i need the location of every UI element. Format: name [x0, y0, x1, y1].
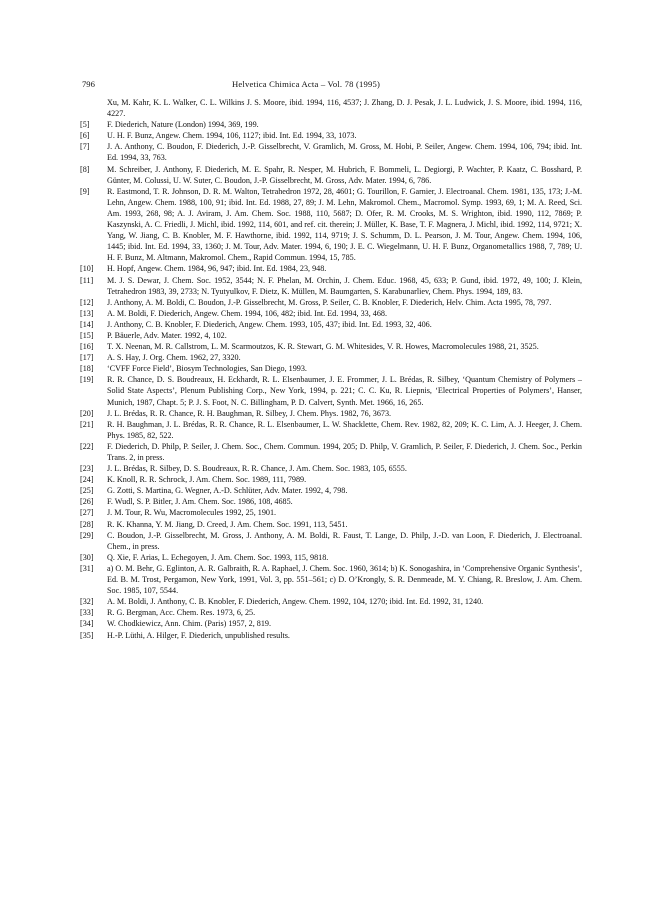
reference-item	[82, 630, 582, 641]
reference-item	[82, 374, 582, 407]
reference-number: [27]	[80, 508, 94, 518]
reference-item	[82, 263, 582, 274]
reference-item	[82, 607, 582, 618]
reference-number: [34]	[80, 619, 94, 629]
reference-item	[82, 530, 582, 552]
reference-number: [6]	[80, 131, 90, 141]
reference-number: [30]	[80, 552, 94, 562]
reference-text: M. Schreiber, J. Anthony, F. Diederich, M. E. Spahr, R. Nesper, M. Hubrich, F. Bommeli, L. Degiorgi, P. Wachter, P. Kaatz, C. Bosshard, P. Günter, M. Colussi, U. W. Suter, C. Boudon, J.-P. Gisselbrecht, M. Gross, Adv. Mater. 1994, 6, 786.	[107, 164, 582, 185]
reference-list	[82, 97, 582, 641]
reference-text: J. M. Tour, R. Wu, Macromolecules 1992, 25, 1901.	[107, 508, 277, 518]
reference-item	[82, 275, 582, 297]
reference-number: [18]	[80, 364, 94, 374]
reference-text: F. Wudl, S. P. Bitler, J. Am. Chem. Soc. 1986, 108, 4685.	[107, 497, 293, 507]
reference-number: [9]	[80, 186, 90, 196]
page-number: 796	[82, 79, 95, 89]
reference-item	[82, 130, 582, 141]
reference-item	[82, 141, 582, 163]
reference-text: J. A. Anthony, C. Boudon, F. Diederich, J.-P. Gisselbrecht, V. Gramlich, M. Gross, M. Hobi, P. Seiler, Angew. Chem. 1994, 106, 794; ibid. Int. Ed. 1994, 33, 763.	[107, 142, 582, 163]
page-header	[82, 79, 582, 91]
reference-text: A. M. Boldi, F. Diederich, Angew. Chem. 1994, 106, 482; ibid. Int. Ed. 1994, 33, 468.	[107, 308, 388, 318]
reference-text: H. Hopf, Angew. Chem. 1984, 96, 947; ibid. Int. Ed. 1984, 23, 948.	[107, 264, 327, 274]
reference-item	[82, 352, 582, 363]
reference-text: M. J. S. Dewar, J. Chem. Soc. 1952, 3544; N. F. Phelan, M. Orchin, J. Chem. Educ. 1968, 45, 633; P. Gund, ibid. 1972, 49, 100; J. Klein, Tetrahedron 1983, 39, 2733; N. Tyutyulkov, F. Dietz, K. Müllen, M. Baumgarten, S. Karabunarliev, Chem. Phys. 1994, 189, 83.	[107, 275, 582, 296]
reference-number: [33]	[80, 608, 94, 618]
reference-number: [25]	[80, 486, 94, 496]
reference-number: [29]	[80, 530, 94, 540]
reference-text: G. Zotti, S. Martina, G. Wegner, A.-D. Schlüter, Adv. Mater. 1992, 4, 798.	[107, 486, 348, 496]
reference-item	[82, 441, 582, 463]
reference-text: F. Diederich, D. Philp, P. Seiler, J. Chem. Soc., Chem. Commun. 1994, 205; D. Philp, V. Gramlich, P. Seiler, F. Diederich, J. Chem. Soc., Perkin Trans. 2, in press.	[107, 441, 582, 462]
reference-number: [12]	[80, 297, 94, 307]
reference-number: [7]	[80, 142, 90, 152]
reference-item	[82, 618, 582, 629]
reference-item	[82, 408, 582, 419]
reference-number: [5]	[80, 120, 90, 130]
reference-text: R. G. Bergman, Acc. Chem. Res. 1973, 6, 25.	[107, 608, 256, 618]
reference-number: [13]	[80, 308, 94, 318]
reference-number: [35]	[80, 630, 94, 640]
reference-number: [26]	[80, 497, 94, 507]
reference-item	[82, 519, 582, 530]
reference-item	[82, 97, 582, 119]
reference-number: [21]	[80, 419, 94, 429]
reference-text: R. H. Baughman, J. L. Brédas, R. R. Chance, R. L. Elsenbaumer, L. W. Shacklette, Chem. Rev. 1982, 82, 209; K. C. Lim, A. J. Heeger, J. Chem. Phys. 1985, 82, 522.	[107, 419, 582, 440]
reference-text: R. K. Khanna, Y. M. Jiang, D. Creed, J. Am. Chem. Soc. 1991, 113, 5451.	[107, 519, 348, 529]
reference-item	[82, 186, 582, 264]
reference-number: [20]	[80, 408, 94, 418]
reference-text: R. R. Chance, D. S. Boudreaux, H. Eckhardt, R. L. Elsenbaumer, J. E. Frommer, J. L. Brédas, R. Silbey, ‘Quantum Chemistry of Polymers – Solid State Aspects’, Plenum Publishing Corp., New York, 1994, p. 221; C. C. Ku, R. Liepnis, ‘Electrical Properties of Polymers’, Hanser, Munich, 1987, Chapt. 5; P. J. S. Foot, N. C. Billingham, P. D. Calvert, Synth. Met. 1966, 16, 265.	[107, 375, 582, 407]
reference-text: Xu, M. Kahr, K. L. Walker, C. L. Wilkins J. S. Moore, ibid. 1994, 116, 4537; J. Zhang, D. J. Pesak, J. L. Ludwick, J. S. Moore, ibid. 1994, 116, 4227.	[107, 98, 582, 119]
reference-text: W. Chodkiewicz, Ann. Chim. (Paris) 1957, 2, 819.	[107, 619, 271, 629]
reference-item	[82, 474, 582, 485]
reference-text: K. Knoll, R. R. Schrock, J. Am. Chem. Soc. 1989, 111, 7989.	[107, 475, 307, 485]
reference-text: A. M. Boldi, J. Anthony, C. B. Knobler, F. Diederich, Angew. Chem. 1992, 104, 1270; ibid. Int. Ed. 1992, 31, 1240.	[107, 597, 484, 607]
reference-item	[82, 363, 582, 374]
reference-text: T. X. Neenan, M. R. Callstrom, L. M. Scarmoutzos, K. R. Stewart, G. M. Whitesides, V. R. Howes, Macromolecules 1988, 21, 3525.	[107, 342, 539, 352]
reference-item	[82, 119, 582, 130]
reference-item	[82, 164, 582, 186]
reference-number: [28]	[80, 519, 94, 529]
running-title: Helvetica Chimica Acta – Vol. 78 (1995)	[232, 79, 381, 89]
reference-number: [8]	[80, 164, 90, 174]
reference-number: [11]	[80, 275, 94, 285]
reference-number: [15]	[80, 330, 94, 340]
reference-item	[82, 563, 582, 596]
reference-item	[82, 596, 582, 607]
reference-number: [24]	[80, 475, 94, 485]
reference-number: [14]	[80, 319, 94, 329]
reference-number: [32]	[80, 597, 94, 607]
reference-number: [23]	[80, 464, 94, 474]
reference-number: [10]	[80, 264, 94, 274]
reference-item	[82, 341, 582, 352]
reference-text: Q. Xie, F. Arias, L. Echegoyen, J. Am. Chem. Soc. 1993, 115, 9818.	[107, 552, 329, 562]
reference-number: [16]	[80, 342, 94, 352]
reference-text: A. S. Hay, J. Org. Chem. 1962, 27, 3320.	[107, 353, 241, 363]
reference-text: J. L. Brédas, R. R. Chance, R. H. Baughman, R. Silbey, J. Chem. Phys. 1982, 76, 3673.	[107, 408, 392, 418]
reference-text: F. Diederich, Nature (London) 1994, 369, 199.	[107, 120, 259, 130]
reference-item	[82, 319, 582, 330]
reference-item	[82, 496, 582, 507]
reference-text: C. Boudon, J.-P. Gisselbrecht, M. Gross, J. Anthony, A. M. Boldi, R. Faust, T. Lange, D. Philp, J.-D. van Loon, F. Diederich, J. Electroanal. Chem., in press.	[107, 530, 582, 551]
reference-item	[82, 463, 582, 474]
reference-text: J. Anthony, A. M. Boldi, C. Boudon, J.-P. Gisselbrecht, M. Gross, P. Seiler, C. B. Knobler, F. Diederich, Helv. Chim. Acta 1995, 78, 797.	[107, 297, 552, 307]
reference-number: [19]	[80, 375, 94, 385]
reference-text: U. H. F. Bunz, Angew. Chem. 1994, 106, 1127; ibid. Int. Ed. 1994, 33, 1073.	[107, 131, 357, 141]
reference-number: [17]	[80, 353, 94, 363]
reference-item	[82, 419, 582, 441]
reference-item	[82, 308, 582, 319]
reference-text: ‘CVFF Force Field’, Biosym Technologies, San Diego, 1993.	[107, 364, 307, 374]
reference-text: J. L. Brédas, R. Silbey, D. S. Boudreaux, R. R. Chance, J. Am. Chem. Soc. 1983, 105, 6555.	[107, 464, 407, 474]
reference-text: H.-P. Lüthi, A. Hilger, F. Diederich, unpublished results.	[107, 630, 290, 640]
reference-item	[82, 552, 582, 563]
reference-text: P. Bäuerle, Adv. Mater. 1992, 4, 102.	[107, 330, 227, 340]
reference-number: [31]	[80, 563, 94, 573]
reference-item	[82, 485, 582, 496]
reference-item	[82, 507, 582, 518]
reference-item	[82, 330, 582, 341]
reference-item	[82, 297, 582, 308]
reference-text: R. Eastmond, T. R. Johnson, D. R. M. Walton, Tetrahedron 1972, 28, 4601; G. Tourillon, F. Garnier, J. Electroanal. Chem. 1981, 135, 173; J.-M. Lehn, Angew. Chem. 1988, 100, 91; ibid. Int. Ed. 1988, 27, 89; J. M. Lehn, Makromol. Chem., Macromol. Symp. 1993, 69, 1; M. A. Reed, Sci. Am. 1993, 268, 98; A. J. Aviram, J. Am. Chem. Soc. 1988, 110, 5687; D. Ofer, R. M. Crooks, M. S. Wrighton, ibid. 1990, 112, 7869; P. Kaszynski, A. C. Friedli, J. Michl, ibid. 1992, 114, 601, and ref. cit. therein; J. Müller, K. Base, T. F. Magnera, J. Michl, ibid. 1992, 114, 9721; X. Yang, W. Jiang, C. B. Knobler, M. F. Hawthorne, ibid. 1992, 114, 9719; J. S. Schumm, D. L. Pearson, J. M. Tour, Angew. Chem. 1994, 106, 1445; ibid. Int. Ed. 1994, 33, 1360; J. M. Tour, Adv. Mater. 1994, 6, 190; J. E. C. Wiegelmann, U. H. F. Bunz, Organometallics 1988, 7, 789; U. H. F. Bunz, M. Altmann, Makromol. Chem., Rapid Commun. 1994, 15, 785.	[107, 186, 582, 263]
reference-number: [22]	[80, 441, 94, 451]
reference-text: J. Anthony, C. B. Knobler, F. Diederich, Angew. Chem. 1993, 105, 437; ibid. Int. Ed. 1993, 32, 406.	[107, 319, 432, 329]
reference-text: a) O. M. Behr, G. Eglinton, A. R. Galbraith, R. A. Raphael, J. Chem. Soc. 1960, 3614; b) K. Sonogashira, in ‘Comprehensive Organic Synthesis’, Ed. B. M. Trost, Pergamon, New York, 1991, Vol. 3, pp. 551–561; c) D. O’Krongly, S. R. Denmeade, M. Y. Chiang, R. Breslow, J. Am. Chem. Soc. 1985, 107, 5544.	[107, 563, 582, 596]
